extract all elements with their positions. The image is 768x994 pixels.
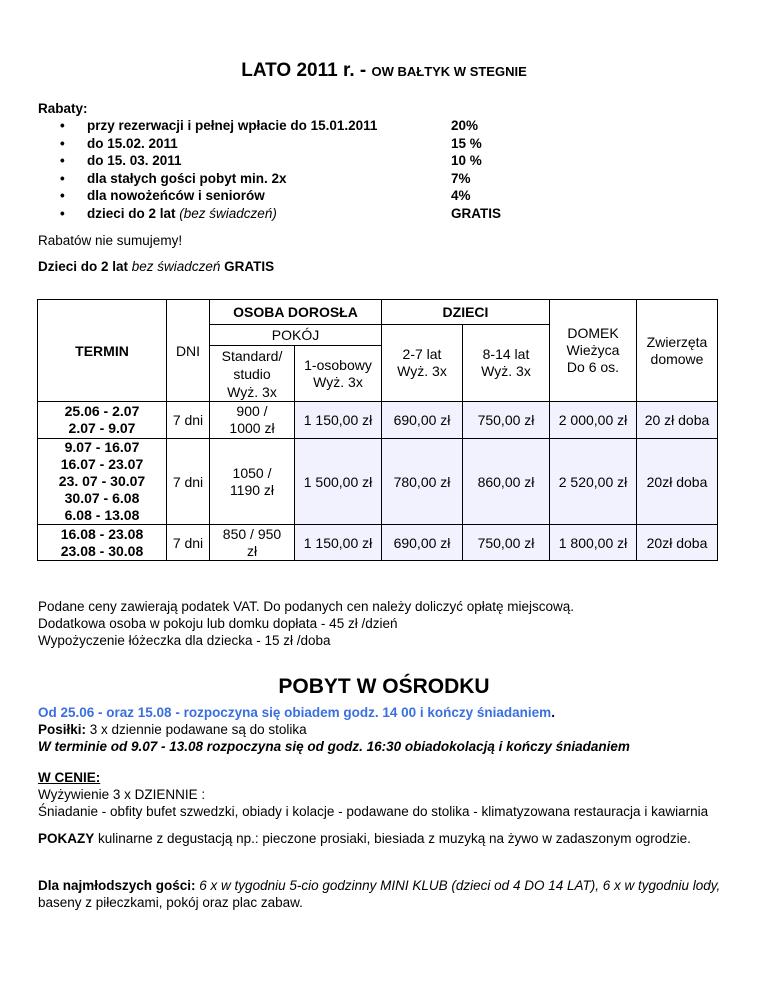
header-pokoj: POKÓJ — [210, 325, 382, 346]
bullet: • — [60, 135, 65, 151]
discount-label: do 15.02. 2011 — [87, 135, 178, 151]
bullet: • — [60, 205, 65, 221]
header-standard: Standard/ studio Wyż. 3x — [210, 346, 295, 402]
discount-value: 7% — [451, 170, 471, 186]
cell-single: 1 500,00 zł — [295, 439, 382, 525]
table-notes: Podane ceny zawierają podatek VAT. Do podanych cen należy doliczyć opłatę miejscową. Dodatkowa osoba w pokoju lub domku dopłata - 45 zł /dzień Wypożyczenie łóżeczka dla dziecka - 15 zł /doba — [38, 599, 575, 648]
cell-kids-2-7: 690,00 zł — [382, 525, 463, 561]
term-line: W terminie od 9.07 - 13.08 rozpoczyna się od godz. 16:30 obiadokolacją i kończy śniadaniem — [38, 739, 630, 754]
page-title — [0, 60, 768, 82]
header-single: 1-osobowy Wyż. 3x — [295, 346, 382, 402]
kids-paragraph: Dla najmłodszych gości: 6 x w tygodniu 5-cio godzinny MINI KLUB (dzieci od 4 DO 14 LAT), 6 x w tygodniu lody, baseny z piłeczkami, pokój oraz plac zabaw. — [38, 878, 721, 910]
discount-item — [60, 136, 620, 154]
table-row — [38, 402, 718, 439]
discounts-heading: Rabaty: — [38, 101, 88, 116]
header-animals: Zwierzęta domowe — [637, 300, 718, 402]
stay-start-line: Od 25.06 - oraz 15.08 - rozpoczyna się obiadem godz. 14 00 i kończy śniadaniem. — [38, 705, 555, 720]
cell-terms: 16.08 - 23.08 23.08 - 30.08 — [38, 525, 167, 561]
cell-animals: 20zł doba — [637, 439, 718, 525]
table-row — [38, 439, 718, 525]
cell-domek: 2 000,00 zł — [550, 402, 637, 439]
cell-days: 7 dni — [167, 402, 210, 439]
discount-label: dzieci do 2 lat (bez świadczeń) — [87, 205, 277, 221]
cell-single: 1 150,00 zł — [295, 402, 382, 439]
discount-value: 20% — [451, 118, 479, 133]
cell-days: 7 dni — [167, 439, 210, 525]
discount-value: 4% — [451, 188, 471, 203]
discount-item — [60, 188, 620, 206]
discount-item — [60, 153, 620, 171]
discount-label: przy rezerwacji i pełnej wpłacie do 15.01.2011 — [87, 118, 378, 133]
discount-item — [60, 171, 620, 189]
cell-kids-8-14: 750,00 zł — [463, 402, 550, 439]
section-heading: POBYT W OŚRODKU — [278, 675, 490, 698]
cell-standard: 850 / 950 zł — [210, 525, 295, 561]
cell-kids-8-14: 860,00 zł — [463, 439, 550, 525]
header-adult: OSOBA DOROSŁA — [210, 300, 382, 325]
cell-kids-8-14: 750,00 zł — [463, 525, 550, 561]
cell-standard: 1050 / 1190 zł — [210, 439, 295, 525]
bullet: • — [60, 170, 65, 186]
meals-line: Posiłki: 3 x dziennie podawane są do stolika — [38, 722, 307, 737]
no-sum-note: Rabatów nie sumujemy! — [38, 233, 183, 248]
cell-domek: 1 800,00 zł — [550, 525, 637, 561]
cell-standard: 900 / 1000 zł — [210, 402, 295, 439]
header-domek: DOMEK Wieżyca Do 6 os. — [550, 300, 637, 402]
cell-animals: 20zł doba — [637, 525, 718, 561]
cell-kids-2-7: 780,00 zł — [382, 439, 463, 525]
kids-free-note: Dzieci do 2 lat bez świadczeń GRATIS — [38, 259, 275, 274]
cell-terms: 9.07 - 16.07 16.07 - 23.07 23. 07 - 30.07 30.07 - 6.08 6.08 - 13.08 — [38, 439, 167, 525]
title-main: LATO 2011 r. - — [241, 60, 372, 81]
price-table — [37, 299, 718, 561]
header-kids: DZIECI — [382, 300, 550, 325]
shows-paragraph: POKAZY kulinarne z degustacją np.: pieczone prosiaki, biesiada z muzyką na żywo w zadaszonym ogrodzie. — [38, 831, 691, 846]
table-row — [38, 525, 718, 561]
discount-item — [60, 118, 620, 136]
bullet: • — [60, 153, 65, 168]
cell-animals: 20 zł doba — [637, 402, 718, 439]
title-sub: OW BAŁTYK W STEGNIE — [371, 64, 527, 79]
discount-value: GRATIS — [451, 205, 501, 221]
cell-single: 1 150,00 zł — [295, 525, 382, 561]
discount-label: dla nowożeńców i seniorów — [87, 188, 265, 203]
header-dni: DNI — [167, 300, 210, 402]
header-2-7: 2-7 lat Wyż. 3x — [382, 325, 463, 402]
bullet: • — [60, 188, 65, 203]
discount-value: 10 % — [451, 153, 482, 168]
discount-item — [60, 206, 620, 224]
discount-label: do 15. 03. 2011 — [87, 153, 182, 168]
price-includes: W CENIE: Wyżywienie 3 x DZIENNIE : Śniadanie - obfity bufet szwedzki, obiady i kolacje - podawane do stolika - klimatyzowana restauracja i kawiarnia — [38, 770, 709, 819]
cell-terms: 25.06 - 2.07 2.07 - 9.07 — [38, 402, 167, 439]
cell-kids-2-7: 690,00 zł — [382, 402, 463, 439]
cell-domek: 2 520,00 zł — [550, 439, 637, 525]
header-8-14: 8-14 lat Wyż. 3x — [463, 325, 550, 402]
discount-label: dla stałych gości pobyt min. 2x — [87, 170, 287, 186]
discounts-list — [60, 118, 620, 223]
header-termin: TERMIN — [38, 300, 167, 402]
bullet: • — [60, 118, 65, 133]
discount-value: 15 % — [451, 135, 482, 151]
cell-days: 7 dni — [167, 525, 210, 561]
